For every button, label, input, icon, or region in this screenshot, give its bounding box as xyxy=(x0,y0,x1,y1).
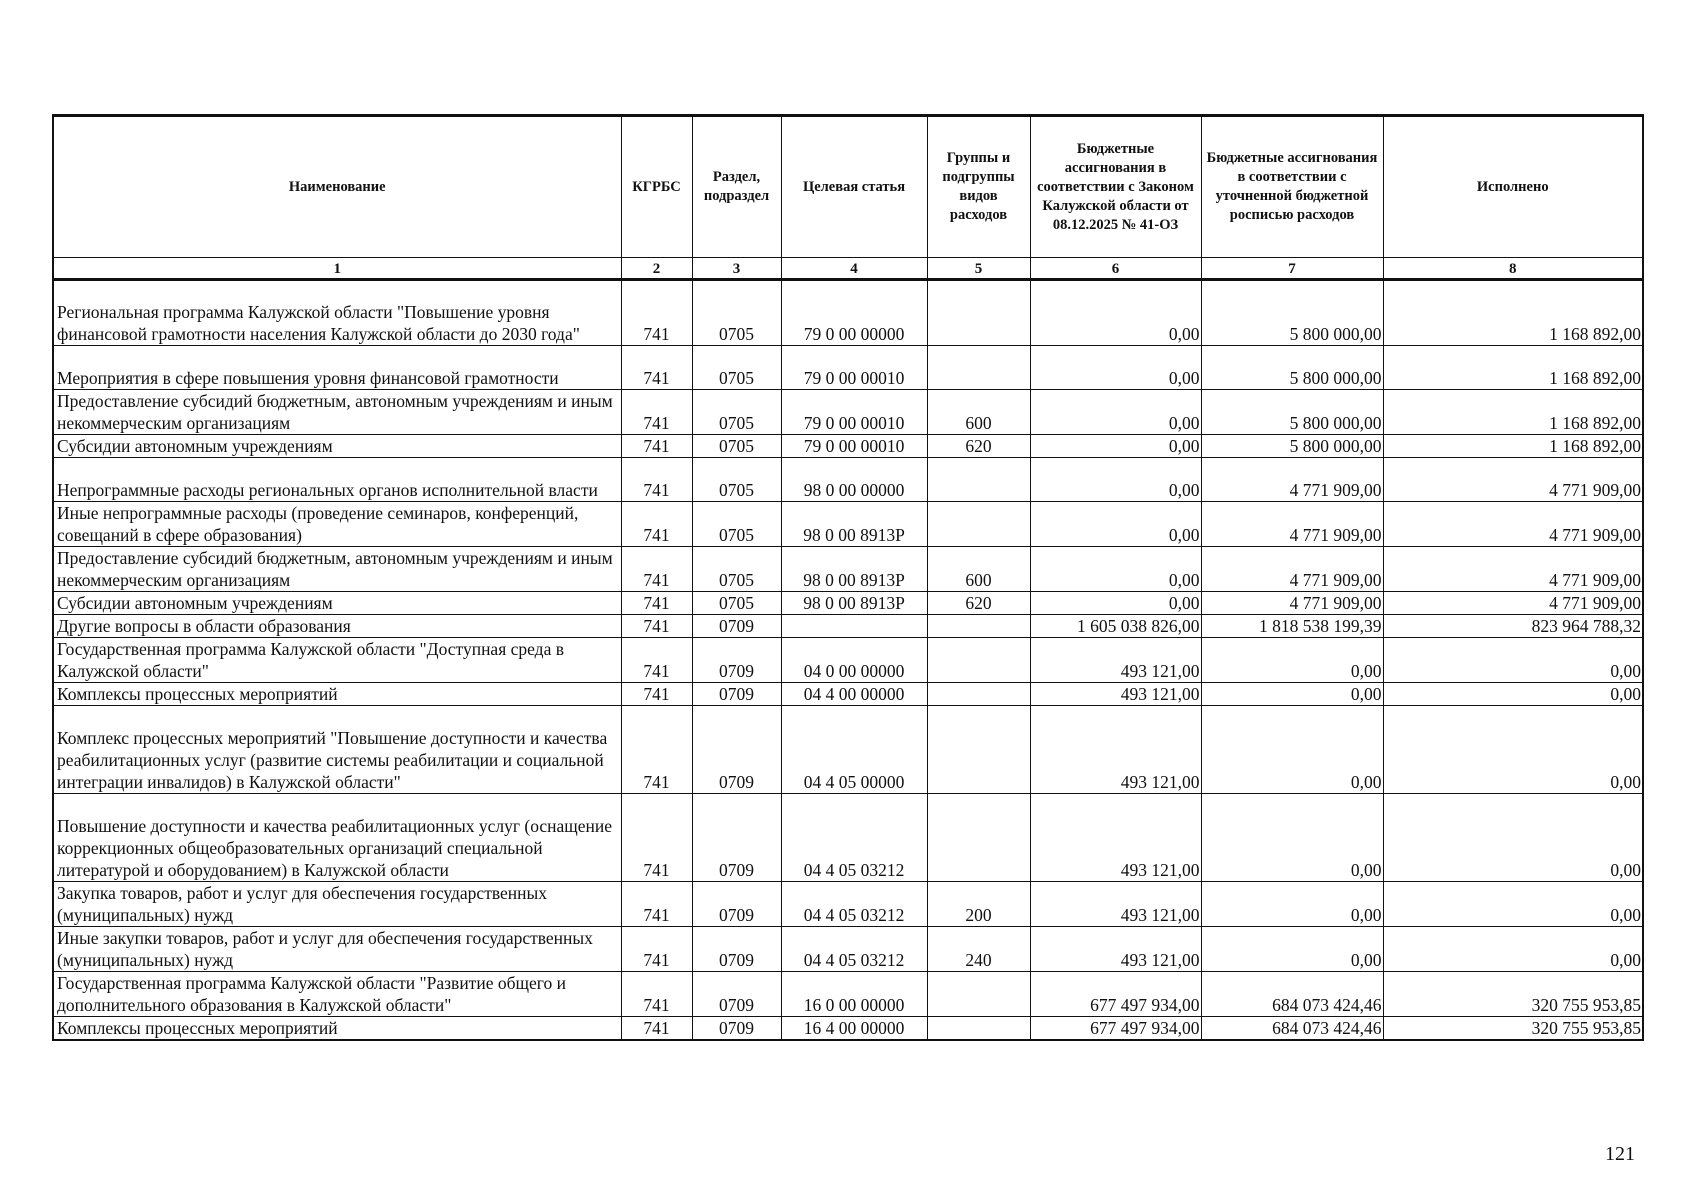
row-group xyxy=(927,280,1030,346)
column-number: 1 xyxy=(53,258,621,280)
row-law-amount: 0,00 xyxy=(1030,346,1201,390)
row-section: 0709 xyxy=(692,794,781,882)
row-kgrbs: 741 xyxy=(621,706,692,794)
table-row xyxy=(53,794,1643,882)
row-group xyxy=(927,1017,1030,1041)
row-done-amount: 0,00 xyxy=(1383,638,1643,683)
row-law-amount: 0,00 xyxy=(1030,458,1201,502)
header-name: Наименование xyxy=(53,116,621,258)
row-section: 0709 xyxy=(692,706,781,794)
column-number: 2 xyxy=(621,258,692,280)
column-number: 8 xyxy=(1383,258,1643,280)
header-done: Исполнено xyxy=(1383,116,1643,258)
table-row xyxy=(53,972,1643,1017)
row-target: 98 0 00 8913Р xyxy=(781,547,927,592)
row-kgrbs: 741 xyxy=(621,615,692,638)
row-group: 600 xyxy=(927,390,1030,435)
row-section: 0705 xyxy=(692,390,781,435)
column-number: 5 xyxy=(927,258,1030,280)
row-target: 04 4 05 03212 xyxy=(781,794,927,882)
row-done-amount: 320 755 953,85 xyxy=(1383,972,1643,1017)
row-name: Закупка товаров, работ и услуг для обеспечения государственных (муниципальных) нужд xyxy=(53,882,621,927)
row-law-amount: 0,00 xyxy=(1030,502,1201,547)
row-refined-amount: 684 073 424,46 xyxy=(1201,1017,1383,1041)
row-name: Комплекс процессных мероприятий "Повышение доступности и качества реабилитационных услуг (развитие системы реабилитации и социальной интеграции инвалидов) в Калужской области" xyxy=(53,706,621,794)
row-done-amount: 0,00 xyxy=(1383,706,1643,794)
row-group xyxy=(927,615,1030,638)
column-number-row xyxy=(53,258,1643,280)
row-refined-amount: 5 800 000,00 xyxy=(1201,390,1383,435)
column-number: 6 xyxy=(1030,258,1201,280)
row-name: Государственная программа Калужской области "Доступная среда в Калужской области" xyxy=(53,638,621,683)
row-done-amount: 0,00 xyxy=(1383,683,1643,706)
row-law-amount: 0,00 xyxy=(1030,435,1201,458)
row-kgrbs: 741 xyxy=(621,435,692,458)
row-section: 0705 xyxy=(692,592,781,615)
row-done-amount: 320 755 953,85 xyxy=(1383,1017,1643,1041)
row-target: 04 4 05 03212 xyxy=(781,927,927,972)
row-group xyxy=(927,458,1030,502)
row-refined-amount: 4 771 909,00 xyxy=(1201,547,1383,592)
row-done-amount: 823 964 788,32 xyxy=(1383,615,1643,638)
row-group xyxy=(927,346,1030,390)
row-name: Иные закупки товаров, работ и услуг для обеспечения государственных (муниципальных) нужд xyxy=(53,927,621,972)
row-group: 620 xyxy=(927,592,1030,615)
row-done-amount: 4 771 909,00 xyxy=(1383,547,1643,592)
row-name: Комплексы процессных мероприятий xyxy=(53,1017,621,1041)
row-section: 0709 xyxy=(692,1017,781,1041)
row-target: 16 4 00 00000 xyxy=(781,1017,927,1041)
row-kgrbs: 741 xyxy=(621,502,692,547)
row-law-amount: 0,00 xyxy=(1030,280,1201,346)
row-refined-amount: 0,00 xyxy=(1201,638,1383,683)
row-target: 79 0 00 00010 xyxy=(781,346,927,390)
row-law-amount: 677 497 934,00 xyxy=(1030,972,1201,1017)
header-refined: Бюджетные ассигнования в соответствии с уточненной бюджетной росписью расходов xyxy=(1201,116,1383,258)
row-refined-amount: 0,00 xyxy=(1201,683,1383,706)
header-section: Раздел, подраздел xyxy=(692,116,781,258)
row-law-amount: 0,00 xyxy=(1030,390,1201,435)
row-target: 04 4 05 00000 xyxy=(781,706,927,794)
row-refined-amount: 4 771 909,00 xyxy=(1201,592,1383,615)
row-law-amount: 493 121,00 xyxy=(1030,794,1201,882)
header-row xyxy=(53,116,1643,258)
row-law-amount: 0,00 xyxy=(1030,547,1201,592)
row-law-amount: 0,00 xyxy=(1030,592,1201,615)
table-row xyxy=(53,638,1643,683)
row-law-amount: 677 497 934,00 xyxy=(1030,1017,1201,1041)
row-target: 98 0 00 00000 xyxy=(781,458,927,502)
row-refined-amount: 5 800 000,00 xyxy=(1201,280,1383,346)
row-kgrbs: 741 xyxy=(621,390,692,435)
row-name: Иные непрограммные расходы (проведение семинаров, конференций, совещаний в сфере образования) xyxy=(53,502,621,547)
row-target: 98 0 00 8913Р xyxy=(781,502,927,547)
row-group: 240 xyxy=(927,927,1030,972)
page-number: 121 xyxy=(1605,1143,1635,1165)
row-refined-amount: 4 771 909,00 xyxy=(1201,502,1383,547)
row-name: Субсидии автономным учреждениям xyxy=(53,435,621,458)
row-target: 98 0 00 8913Р xyxy=(781,592,927,615)
row-law-amount: 493 121,00 xyxy=(1030,683,1201,706)
row-section: 0709 xyxy=(692,638,781,683)
table-row xyxy=(53,882,1643,927)
row-name: Региональная программа Калужской области "Повышение уровня финансовой грамотности населения Калужской области до 2030 года" xyxy=(53,280,621,346)
header-law: Бюджетные ассигнования в соответствии с Законом Калужской области от 08.12.2025 № 41-ОЗ xyxy=(1030,116,1201,258)
row-law-amount: 1 605 038 826,00 xyxy=(1030,615,1201,638)
table-row xyxy=(53,592,1643,615)
table-row xyxy=(53,1017,1643,1041)
row-law-amount: 493 121,00 xyxy=(1030,882,1201,927)
row-law-amount: 493 121,00 xyxy=(1030,706,1201,794)
header-kgrbs: КГРБС xyxy=(621,116,692,258)
row-target: 79 0 00 00000 xyxy=(781,280,927,346)
row-done-amount: 1 168 892,00 xyxy=(1383,435,1643,458)
row-group: 600 xyxy=(927,547,1030,592)
row-done-amount: 1 168 892,00 xyxy=(1383,390,1643,435)
row-name: Другие вопросы в области образования xyxy=(53,615,621,638)
row-done-amount: 1 168 892,00 xyxy=(1383,280,1643,346)
row-section: 0709 xyxy=(692,972,781,1017)
row-name: Субсидии автономным учреждениям xyxy=(53,592,621,615)
row-section: 0705 xyxy=(692,458,781,502)
row-name: Государственная программа Калужской области "Развитие общего и дополнительного образования в Калужской области" xyxy=(53,972,621,1017)
row-kgrbs: 741 xyxy=(621,547,692,592)
table-row xyxy=(53,458,1643,502)
header-target: Целевая статья xyxy=(781,116,927,258)
table-row xyxy=(53,435,1643,458)
table-row xyxy=(53,683,1643,706)
row-section: 0705 xyxy=(692,346,781,390)
row-section: 0709 xyxy=(692,615,781,638)
row-target: 16 0 00 00000 xyxy=(781,972,927,1017)
row-done-amount: 0,00 xyxy=(1383,794,1643,882)
row-refined-amount: 0,00 xyxy=(1201,794,1383,882)
row-target: 79 0 00 00010 xyxy=(781,435,927,458)
table-row xyxy=(53,927,1643,972)
row-group xyxy=(927,794,1030,882)
row-refined-amount: 5 800 000,00 xyxy=(1201,435,1383,458)
row-kgrbs: 741 xyxy=(621,638,692,683)
row-target xyxy=(781,615,927,638)
row-name: Непрограммные расходы региональных органов исполнительной власти xyxy=(53,458,621,502)
row-target: 79 0 00 00010 xyxy=(781,390,927,435)
row-section: 0705 xyxy=(692,435,781,458)
row-refined-amount: 1 818 538 199,39 xyxy=(1201,615,1383,638)
row-refined-amount: 0,00 xyxy=(1201,706,1383,794)
table-body xyxy=(53,280,1643,1041)
row-target: 04 4 00 00000 xyxy=(781,683,927,706)
row-kgrbs: 741 xyxy=(621,458,692,502)
row-kgrbs: 741 xyxy=(621,683,692,706)
table-row xyxy=(53,346,1643,390)
row-done-amount: 4 771 909,00 xyxy=(1383,502,1643,547)
row-kgrbs: 741 xyxy=(621,794,692,882)
row-name: Комплексы процессных мероприятий xyxy=(53,683,621,706)
header-groups: Группы и подгруппы видов расходов xyxy=(927,116,1030,258)
row-section: 0705 xyxy=(692,547,781,592)
row-kgrbs: 741 xyxy=(621,280,692,346)
row-group xyxy=(927,638,1030,683)
row-done-amount: 4 771 909,00 xyxy=(1383,592,1643,615)
table-row xyxy=(53,502,1643,547)
row-section: 0705 xyxy=(692,280,781,346)
row-kgrbs: 741 xyxy=(621,927,692,972)
row-kgrbs: 741 xyxy=(621,592,692,615)
row-refined-amount: 684 073 424,46 xyxy=(1201,972,1383,1017)
table-row xyxy=(53,615,1643,638)
row-kgrbs: 741 xyxy=(621,972,692,1017)
row-name: Повышение доступности и качества реабилитационных услуг (оснащение коррекционных общеобразовательных организаций специальной литературой и оборудованием) в Калужской области xyxy=(53,794,621,882)
table-row xyxy=(53,390,1643,435)
row-refined-amount: 5 800 000,00 xyxy=(1201,346,1383,390)
row-section: 0709 xyxy=(692,882,781,927)
row-section: 0705 xyxy=(692,502,781,547)
column-number: 4 xyxy=(781,258,927,280)
row-target: 04 0 00 00000 xyxy=(781,638,927,683)
row-done-amount: 0,00 xyxy=(1383,927,1643,972)
row-section: 0709 xyxy=(692,683,781,706)
row-refined-amount: 0,00 xyxy=(1201,882,1383,927)
row-name: Предоставление субсидий бюджетным, автономным учреждениям и иным некоммерческим организациям xyxy=(53,547,621,592)
row-done-amount: 4 771 909,00 xyxy=(1383,458,1643,502)
row-kgrbs: 741 xyxy=(621,346,692,390)
row-group xyxy=(927,502,1030,547)
row-law-amount: 493 121,00 xyxy=(1030,927,1201,972)
row-refined-amount: 4 771 909,00 xyxy=(1201,458,1383,502)
column-number: 7 xyxy=(1201,258,1383,280)
row-target: 04 4 05 03212 xyxy=(781,882,927,927)
row-group xyxy=(927,972,1030,1017)
column-number: 3 xyxy=(692,258,781,280)
row-kgrbs: 741 xyxy=(621,882,692,927)
row-group: 620 xyxy=(927,435,1030,458)
row-section: 0709 xyxy=(692,927,781,972)
row-group xyxy=(927,683,1030,706)
row-refined-amount: 0,00 xyxy=(1201,927,1383,972)
row-group xyxy=(927,706,1030,794)
table-row xyxy=(53,706,1643,794)
budget-table xyxy=(52,114,1644,1041)
table-row xyxy=(53,547,1643,592)
row-name: Предоставление субсидий бюджетным, автономным учреждениям и иным некоммерческим организациям xyxy=(53,390,621,435)
row-kgrbs: 741 xyxy=(621,1017,692,1041)
row-group: 200 xyxy=(927,882,1030,927)
row-name: Мероприятия в сфере повышения уровня финансовой грамотности xyxy=(53,346,621,390)
row-law-amount: 493 121,00 xyxy=(1030,638,1201,683)
row-done-amount: 1 168 892,00 xyxy=(1383,346,1643,390)
table-row xyxy=(53,280,1643,346)
row-done-amount: 0,00 xyxy=(1383,882,1643,927)
